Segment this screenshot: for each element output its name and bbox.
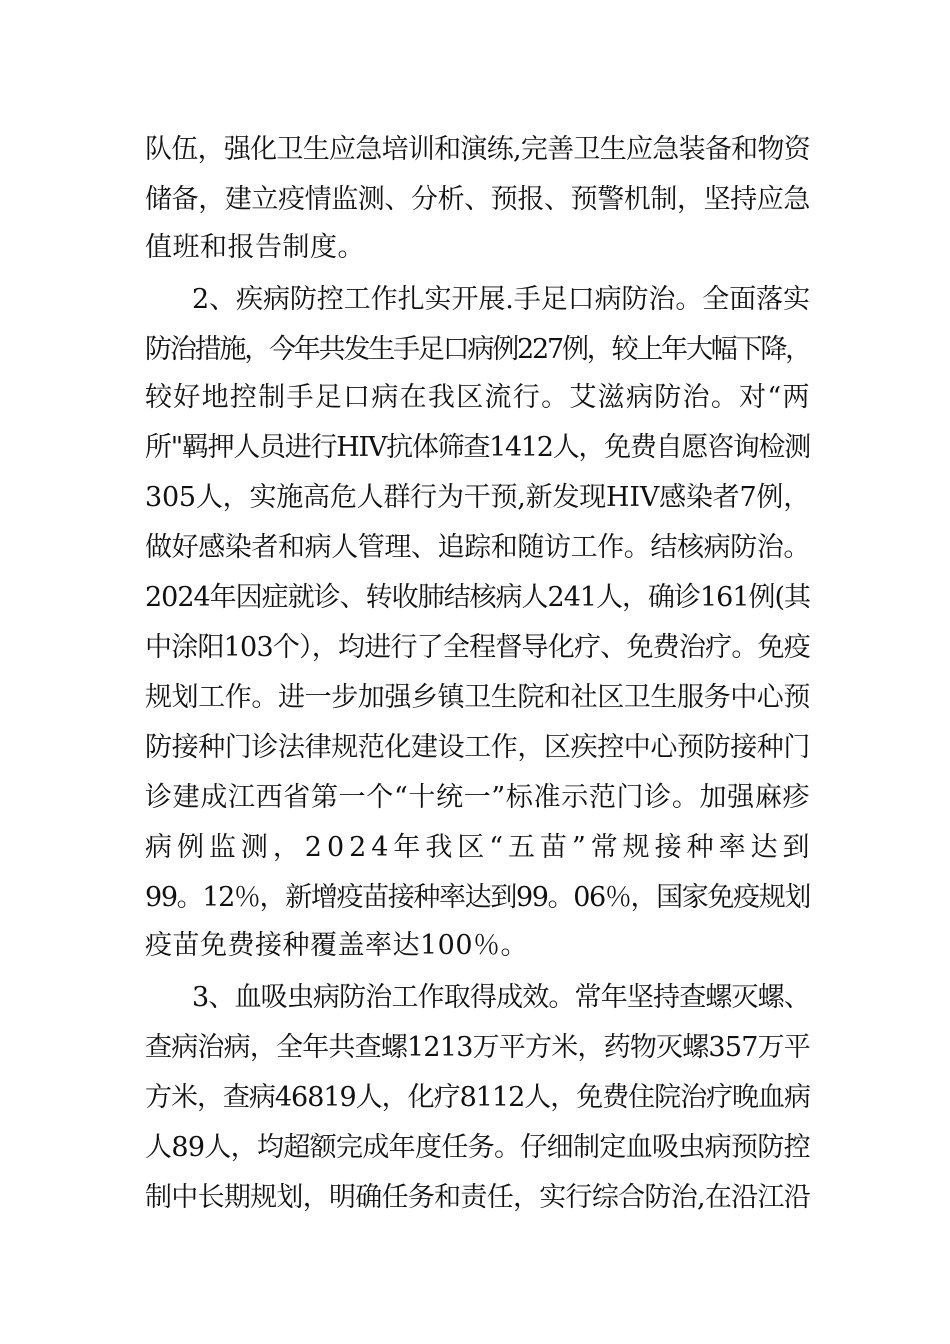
text-line: 99。12％，新增疫苗接种率达到99。06％，国家免疫规划 — [145, 882, 810, 913]
text-line: 方米，查病46819人，化疗8112人，免费住院治疗晚血病 — [145, 1082, 810, 1113]
text-line: 防接种门诊法律规范化建设工作，区疾控中心预防接种门 — [145, 732, 810, 763]
text-line: 队伍，强化卫生应急培训和演练,完善卫生应急装备和物资 — [145, 134, 810, 165]
text-line: 人89人，均超额完成年度任务。仔细制定血吸虫病预防控 — [145, 1132, 810, 1163]
text-line: 诊建成江西省第一个“十统一”标准示范门诊。加强麻疹 — [145, 782, 811, 813]
text-line: 2、疾病防控工作扎实开展.手足口病防治。全面落实 — [192, 284, 810, 315]
text-line: 防治措施，今年共发生手足口病例227例，较上年大幅下降， — [145, 334, 810, 365]
text-line: 较好地控制手足口病在我区流行。艾滋病防治。对“两 — [145, 382, 811, 413]
text-line: 制中长期规划，明确任务和责任，实行综合防治,在沿江沿 — [145, 1182, 810, 1213]
text-line: 规划工作。进一步加强乡镇卫生院和社区卫生服务中心预 — [145, 682, 810, 713]
text-line: 3、血吸虫病防治工作取得成效。常年坚持查螺灭螺、 — [192, 982, 810, 1013]
text-line: 所"羁押人员进行HIV抗体筛查1412人，免费自愿咨询检测 — [145, 432, 810, 463]
text-line: 疫苗免费接种覆盖率达100％。 — [145, 930, 529, 961]
text-line: 值班和报告制度。 — [145, 232, 365, 263]
text-line: 病例监测，2024年我区“五苗”常规接种率达到 — [145, 832, 815, 863]
text-line: 做好感染者和病人管理、追踪和随访工作。结核病防治。 — [145, 532, 810, 563]
text-line: 储备，建立疫情监测、分析、预报、预警机制，坚持应急 — [145, 184, 810, 215]
text-line: 查病治病，全年共查螺1213万平方米，药物灭螺357万平 — [145, 1032, 810, 1063]
text-line: 305人，实施高危人群行为干预,新发现HIV感染者7例， — [145, 482, 810, 513]
text-line: 中涂阳103个），均进行了全程督导化疗、免费治疗。免疫 — [145, 632, 810, 663]
text-line: 2024年因症就诊、转收肺结核病人241人，确诊161例(其 — [145, 582, 810, 613]
